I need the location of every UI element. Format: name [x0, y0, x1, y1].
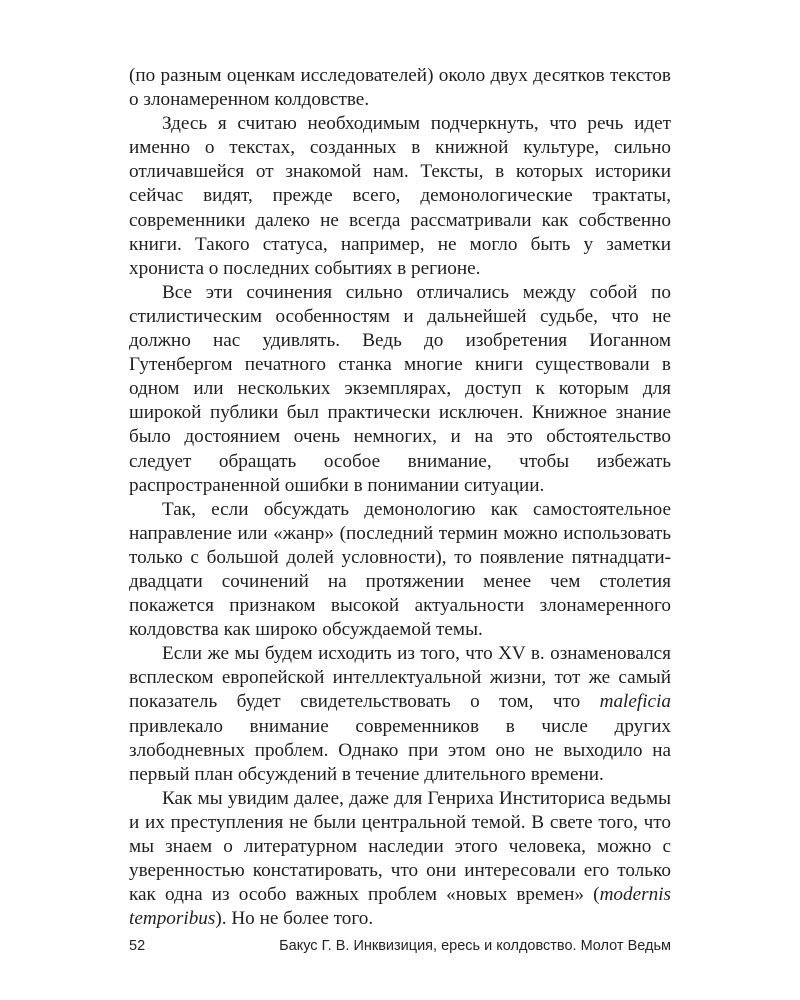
paragraph-1: (по разным оценкам исследователей) около двух десятков текстов о злонамеренном колдовстве. — [129, 65, 671, 111]
paragraph-5 — [129, 642, 671, 787]
paragraph-6-text-b: ). Но не более того. — [215, 908, 374, 930]
paragraph-5-text-a: Если же мы будем исходить из того, что XV в. ознаменовался всплеском европейской интеллектуальной жизни, тот же самый показатель будет свидетельствовать о том, что — [129, 643, 671, 713]
paragraph-6 — [129, 787, 671, 932]
paragraph-4: Так, если обсуждать демонологию как самостоятельное направление или «жанр» (последний термин можно использовать только с большой долей условности), то появление пятнадцати-двадцати сочинений на протяжении менее чем столетия покажется признаком высокой актуальности злонамеренного колдовства как широко обсуждаемой темы. — [129, 498, 671, 641]
paragraph-5-italic: maleficia — [599, 691, 671, 713]
paragraph-6-text-a: Как мы увидим далее, даже для Генриха Инститориса ведьмы и их преступления не были центральной темой. В свете того, что мы знаем о литературном наследии этого человека, можно с уверенностью констатировать, что они интересовали его только как одна из особо важных проблем «новых времен» ( — [129, 787, 671, 906]
paragraph-3: Все эти сочинения сильно отличались между собой по стилистическим особенностям и дальнейшей судьбе, что не должно нас удивлять. Ведь до изобретения Иоганном Гутенбергом печатного станка многие книги существовали в одном или нескольких экземплярах, доступ к которым для широкой публики был практически исключен. Книжное знание было достоянием очень немногих, и на это обстоятельство следует обращать особое внимание, чтобы избежать распространенной ошибки в понимании ситуации. — [129, 281, 671, 496]
paragraph-5-text-b: привлекало внимание современников в числе других злободневных проблем. Однако при этом оно не выходило на первый план обсуждений в течение длительного времени. — [129, 715, 671, 785]
page-number: 52 — [129, 938, 146, 954]
paragraph-6-italic: modernis temporibus — [129, 884, 671, 930]
page-footer — [129, 938, 671, 960]
running-title: Бакус Г. В. Инквизиция, ересь и колдовство. Молот Ведьм — [279, 938, 671, 954]
paragraph-2: Здесь я считаю необходимым подчеркнуть, что речь идет именно о текстах, созданных в книжной культуре, сильно отличавшейся от знакомой нам. Тексты, в которых историки сейчас видят, прежде всего, демонологические трактаты, современники далеко не всегда рассматривали как собственно книги. Такого статуса, например, не могло быть у заметки хрониста о последних событиях в регионе. — [129, 113, 671, 279]
body-text — [129, 64, 671, 931]
